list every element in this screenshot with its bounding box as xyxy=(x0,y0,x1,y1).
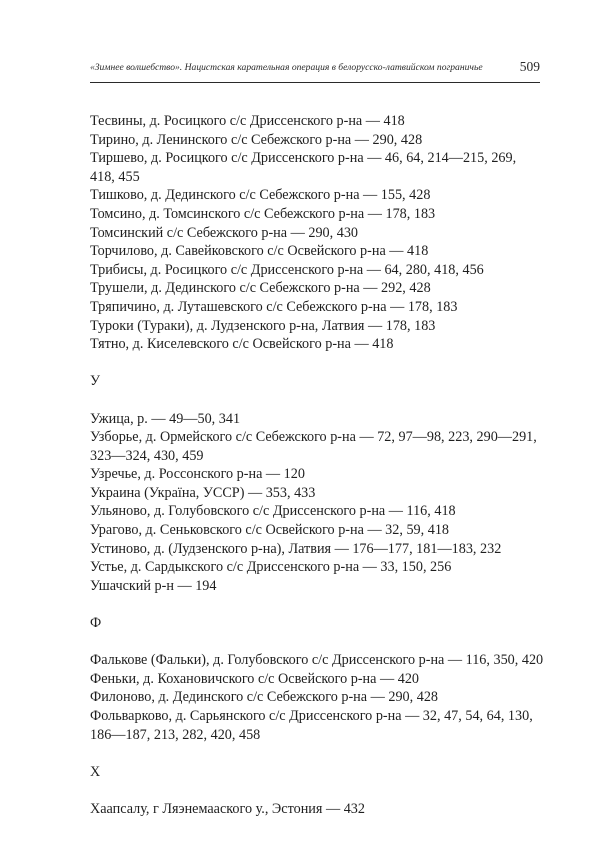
index-entry xyxy=(90,465,540,484)
running-title: «Зимнее волшебство». Нацистская карательная операция в белорусско-латвийском пограничье xyxy=(90,62,483,73)
entry-text: Узборье, д. Ормейского с/с Себежского р-на — 72, 97—98, 223, 290—291, xyxy=(90,429,537,446)
index-entry xyxy=(90,521,540,540)
running-header xyxy=(90,60,540,83)
index-entry xyxy=(90,279,540,298)
entry-text: Тиршево, д. Росицкого с/с Дриссенского р-на — 46, 64, 214—215, 269, xyxy=(90,150,517,167)
entry-text: Устиново, д. (Лудзенского р-на), Латвия — 176—177, 181—183, 232 xyxy=(90,540,502,557)
index-entry xyxy=(90,335,540,354)
section-letter: У xyxy=(90,373,101,390)
entry-text: Украина (Україна, УССР) — 353, 433 xyxy=(90,484,316,501)
entry-text: Торчилово, д. Савейковского с/с Освейского р-на — 418 xyxy=(90,243,429,260)
section-letter: Ф xyxy=(90,615,102,632)
entry-text: Трушели, д. Дединского с/с Себежского р-на — 292, 428 xyxy=(90,280,431,297)
entry-text: Ушачский р-н — 194 xyxy=(90,577,217,594)
index-entry xyxy=(90,707,540,744)
index-entry xyxy=(90,540,540,559)
entry-text: Томсинский с/с Себежского р-на — 290, 430 xyxy=(90,224,359,241)
entry-text: Тряпичино, д. Луташевского с/с Себежского р-на — 178, 183 xyxy=(90,298,458,315)
index-entry xyxy=(90,149,540,186)
entry-text: Тятно, д. Киселевского с/с Освейского р-на — 418 xyxy=(90,336,394,353)
entry-text: Фольварково, д. Сарьянского с/с Дриссенского р-на — 32, 47, 54, 64, 130, xyxy=(90,708,533,724)
index-entry xyxy=(90,558,540,577)
index-entry xyxy=(90,317,540,336)
page-number: 509 xyxy=(519,59,540,74)
entry-text: Устье, д. Сардыкского с/с Дриссенского р-на — 33, 150, 256 xyxy=(90,559,452,576)
index-entry xyxy=(90,410,540,429)
index-entry xyxy=(90,484,540,503)
index-entry xyxy=(90,800,540,819)
entry-text: Феньки, д. Кохановичского с/с Освейского р-на — 420 xyxy=(90,670,420,687)
index-entry xyxy=(90,131,540,150)
entry-text: Туроки (Тураки), д. Лудзенского р-на, Латвия — 178, 183 xyxy=(90,317,436,334)
entry-text: Тесвины, д. Росицкого с/с Дриссенского р-на — 418 xyxy=(90,113,405,129)
index-entry xyxy=(90,112,540,131)
index-entry xyxy=(90,261,540,280)
entry-text: Ужица, р. — 49—50, 341 xyxy=(90,410,241,427)
entry-continuation: 186—187, 213, 282, 420, 458 xyxy=(90,726,261,743)
index-entry xyxy=(90,242,540,261)
entry-text: Трибисы, д. Росицкого с/с Дриссенского р-на — 64, 280, 418, 456 xyxy=(90,261,484,278)
index-entry xyxy=(90,205,540,224)
index-entry xyxy=(90,688,540,707)
entry-text: Хаапсалу, г Ляэнемаaского у., Эстония — 432 xyxy=(90,800,365,817)
entry-text: Узречье, д. Россонского р-на — 120 xyxy=(90,466,305,483)
entry-text: Томсино, д. Томсинского с/с Себежского р-на — 178, 183 xyxy=(90,205,436,222)
entry-continuation: 323—324, 430, 459 xyxy=(90,447,204,464)
entry-continuation: 418, 455 xyxy=(90,168,140,185)
entry-text: Филоново, д. Дединского с/с Себежского р-на — 290, 428 xyxy=(90,689,439,706)
entry-text: Тирино, д. Ленинского с/с Себежского р-на — 290, 428 xyxy=(90,131,423,148)
index-entry xyxy=(90,651,544,670)
entry-text: Урагово, д. Сеньковского с/с Освейского р-на — 32, 59, 418 xyxy=(90,522,450,539)
entry-text: Фалькове (Фальки), д. Голубовского с/с Дриссенского р-на — 116, 350, 420 xyxy=(90,652,544,669)
index-entry xyxy=(90,428,540,465)
section-letter: Х xyxy=(90,763,101,780)
index-entry xyxy=(90,186,540,205)
entry-text: Тишково, д. Дединского с/с Себежского р-на — 155, 428 xyxy=(90,187,431,204)
entry-text: Ульяново, д. Голубовского с/с Дриссенского р-на — 116, 418 xyxy=(90,503,456,520)
index-entry xyxy=(90,670,540,689)
index-entry xyxy=(90,502,540,521)
index-entry xyxy=(90,577,540,596)
index-body xyxy=(90,112,544,819)
index-entry xyxy=(90,298,540,317)
index-entry xyxy=(90,224,540,243)
